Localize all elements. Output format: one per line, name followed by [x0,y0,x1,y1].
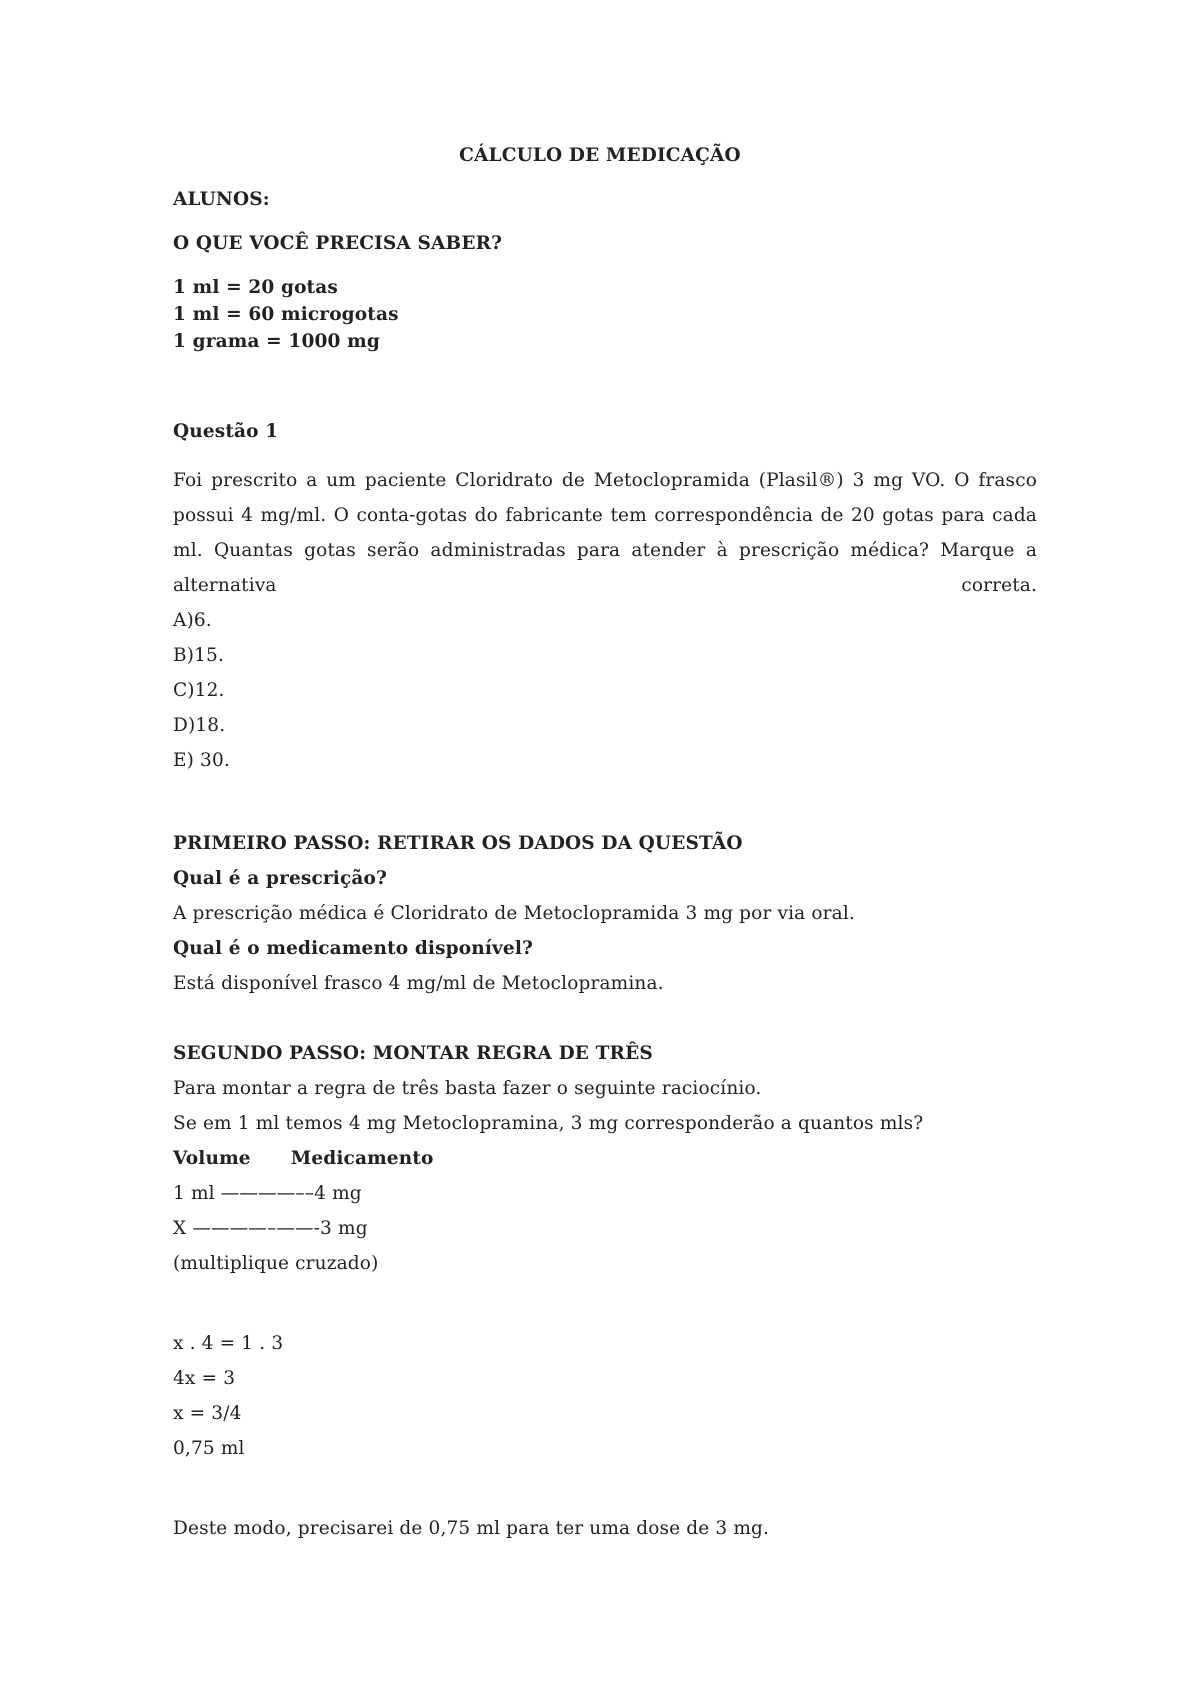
question-text-last-left: alternativa [173,575,277,596]
question-text-line: ml. Quantas gotas serão administradas para atender à prescrição médica? Marque a [173,540,1037,561]
calc-step: x . 4 = 1 . 3 [173,1333,284,1354]
step2-question: Se em 1 ml temos 4 mg Metoclopramina, 3 mg corresponderão a quantos mls? [173,1113,924,1134]
conclusion: Deste modo, precisarei de 0,75 ml para ter uma dose de 3 mg. [173,1518,770,1539]
step1-question-medication: Qual é o medicamento disponível? [173,938,534,959]
conversion-microdrops: 1 ml = 60 microgotas [173,304,399,325]
rule-header-volume: Volume [173,1148,251,1169]
option-c: C)12. [173,680,225,701]
option-e: E) 30. [173,750,230,771]
step2-heading: SEGUNDO PASSO: MONTAR REGRA DE TRÊS [173,1043,653,1064]
question-text-last-right: correta. [961,575,1037,596]
calc-step: x = 3/4 [173,1403,242,1424]
calc-step: 4x = 3 [173,1368,236,1389]
step1-question-prescription: Qual é a prescrição? [173,868,387,889]
conversion-gram: 1 grama = 1000 mg [173,331,380,352]
cross-multiply-note: (multiplique cruzado) [173,1253,379,1274]
step1-answer-prescription: A prescrição médica é Cloridrato de Metoclopramida 3 mg por via oral. [173,903,855,924]
step1-heading: PRIMEIRO PASSO: RETIRAR OS DADOS DA QUESTÃO [173,833,743,854]
option-d: D)18. [173,715,226,736]
rule-header [173,1147,434,1171]
question-text-line: possui 4 mg/ml. O conta-gotas do fabricante tem correspondência de 20 gotas para cada [173,505,1037,526]
students-label: ALUNOS: [173,189,270,210]
step1-answer-medication: Está disponível frasco 4 mg/ml de Metoclopramina. [173,973,664,994]
know-heading: O QUE VOCÊ PRECISA SABER? [173,233,503,254]
question-title: Questão 1 [173,421,279,442]
option-b: B)15. [173,645,224,666]
document-title: CÁLCULO DE MEDICAÇÃO [459,145,741,166]
rule-header-medication: Medicamento [290,1148,434,1169]
rule-row-2: X ————–——-3 mg [173,1218,368,1239]
conversion-drops: 1 ml = 20 gotas [173,277,338,298]
rule-row-1: 1 ml ————––4 mg [173,1183,362,1204]
step2-intro: Para montar a regra de três basta fazer o seguinte raciocínio. [173,1078,762,1099]
calc-result: 0,75 ml [173,1438,245,1459]
option-a: A)6. [173,610,212,631]
question-text-line: Foi prescrito a um paciente Cloridrato de Metoclopramida (Plasil®) 3 mg VO. O frasco [173,470,1037,491]
